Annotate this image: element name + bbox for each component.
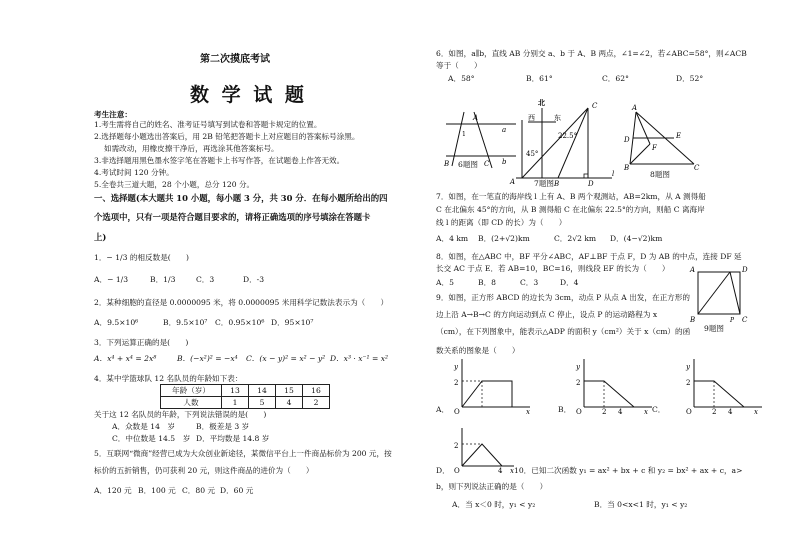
q5-line: 标价的五折销售，仍可获利 20 元，则这件商品的进价为（ ） <box>94 466 314 475</box>
fig8-label-d: D <box>624 136 630 144</box>
q2-option-d: D．95×10⁷ <box>271 318 314 327</box>
table-cell: 2 <box>303 397 330 409</box>
tick-label: 2 <box>454 379 459 387</box>
q2-option-c: C．0.95×10⁶ <box>215 318 265 327</box>
q9-option-a: A． <box>436 405 450 414</box>
section-heading: 上) <box>94 232 107 242</box>
q4-option-a: A．众数是 14 岁 <box>112 422 176 431</box>
fig7-label-l: l <box>612 170 615 178</box>
tick-label: O <box>454 408 460 415</box>
fig6-label-line-b: b <box>502 158 507 166</box>
axis-label: x <box>526 408 530 415</box>
fig9-label-c: C <box>742 316 748 324</box>
tick-label: O <box>576 408 582 415</box>
q1-option-a: A．− 1/3 <box>94 275 129 284</box>
q3-option-c: C．(x − y)² = x² − y² <box>246 354 326 363</box>
fig7-label-d: D <box>588 180 594 186</box>
q8-option-c: C．3 <box>520 278 539 287</box>
q8-line: 长交 AC 于点 E．若 AB=10，BC=16，则线段 EF 的长为（ ） <box>436 264 670 273</box>
age-table-row <box>161 397 330 409</box>
axis-label: x <box>510 467 514 474</box>
tick-label: 4 <box>618 408 623 415</box>
q10-line: 10．已知二次函数 y₁ = ax² + bx + c 和 y₂ = bx² + ax + c，a> <box>514 466 743 475</box>
q1-stem: 1．− 1/3 的相反数是( ) <box>94 253 189 262</box>
q4-option-d: D．平均数是 14.8 岁 <box>196 434 270 443</box>
fig9-label-a: A <box>690 266 696 274</box>
west-label: 西 <box>528 114 535 122</box>
q6-option-d: D．52° <box>676 74 704 83</box>
q8-option-a: A．5 <box>436 278 454 287</box>
fig6-label-b: B <box>444 160 450 168</box>
fig6-caption: 6题图 <box>458 160 479 169</box>
q2-option-a: A．9.5×10⁶ <box>94 318 139 327</box>
age-table-header-row <box>161 385 330 397</box>
figure-7 <box>508 98 618 186</box>
graph-c <box>680 355 766 415</box>
q4-option-c: C．中位数是 14.5 岁 <box>112 434 191 443</box>
fig8-caption: 8题图 <box>650 170 671 179</box>
q10-option-a: A．当 x＜0 时，y₁ < y₂ <box>452 500 536 509</box>
q7-option-a: A．4 km <box>436 234 469 243</box>
note-item: 4.考试时间 120 分钟。 <box>94 168 174 177</box>
q7-line: C 在北偏东 45°的方向，从 B 测得船 C 在北偏东 22.5°的方向，则船 C 离海岸 <box>436 205 705 214</box>
axis-label: x <box>754 408 758 415</box>
axis-label: y <box>576 363 580 371</box>
exam-name: 第二次摸底考试 <box>200 54 270 65</box>
q1-option-b: B．1/3 <box>150 275 176 284</box>
q4-option-b: B．极差是 3 岁 <box>196 422 250 431</box>
table-cell: 15 <box>276 385 303 397</box>
axis-label: x <box>644 408 648 415</box>
angle-22-label: 22.5° <box>558 132 578 140</box>
subject-title: 数 学 试 题 <box>190 84 307 106</box>
q5-option-c: C．80 元 <box>182 486 216 495</box>
tick-label: O <box>686 408 692 415</box>
tick-label: 2 <box>454 442 459 450</box>
table-cell: 14 <box>249 385 276 397</box>
q5-line: 5．互联网“微商”经营已成为大众创业新途径，某微信平台上一件商品标价为 200 元，按 <box>94 449 392 458</box>
q10-line: b，则下列说法正确的是（ ） <box>436 482 548 491</box>
fig6-label-a: A <box>473 114 479 122</box>
graph-d <box>448 424 518 474</box>
fig8-label-e: E <box>676 132 682 140</box>
tick-label: O <box>454 467 460 474</box>
tick-label: 2 <box>712 408 717 415</box>
section-heading: 个选项中，只有一项是符合题目要求的，请将正确选项的序号填涂在答题卡 <box>94 212 371 222</box>
q6-option-a: A．58° <box>448 74 475 83</box>
tick-label: 2 <box>602 408 607 415</box>
q4-stem: 4．某中学篮球队 12 名队员的年龄如下表： <box>94 374 243 383</box>
table-cell: 16 <box>303 385 330 397</box>
figure-8 <box>622 102 702 172</box>
fig7-label-c: C <box>592 102 598 110</box>
q9-option-d: D． <box>436 466 450 475</box>
fig9-label-p: P <box>730 317 735 324</box>
q9-line: 9．如图，正方形 ABCD 的边长为 3cm，动点 P 从点 A 出发，在正方形的 <box>436 293 690 302</box>
q6-option-b: B．61° <box>526 74 553 83</box>
q7-option-c: C．2√2 km <box>554 234 597 243</box>
fig7-label-a: A <box>510 178 516 186</box>
table-cell: 4 <box>276 397 303 409</box>
q9-line: （cm），在下列图象中，能表示△ADP 的面积 y（cm²）关于 x（cm）的函 <box>436 327 691 336</box>
notes-title: 考生注意： <box>94 110 132 119</box>
table-cell: 5 <box>249 397 276 409</box>
fig8-label-c: C <box>694 164 700 172</box>
q10-option-b: B．当 0<x<1 时，y₁ < y₂ <box>594 500 688 509</box>
fig8-label-a: A <box>632 104 638 112</box>
fig9-caption: 9题图 <box>704 324 725 333</box>
q7-line: 7．如图，在一笔直的海岸线 l 上有 A、B 两个观测站，AB=2km，从 A 测得船 <box>436 192 706 201</box>
note-item: 5.全卷共三道大题，28 个小题，总分 120 分。 <box>94 180 255 189</box>
angle-45-label: 45° <box>526 150 539 158</box>
graph-b <box>570 355 656 415</box>
fig9-label-b: B <box>690 316 696 324</box>
q2-stem: 2．某种细胞的直径是 0.0000095 米，将 0.0000095 米用科学记数法表示为（ ） <box>94 298 389 307</box>
north-label: 北 <box>538 98 545 107</box>
axis-label: y <box>686 363 690 371</box>
q5-option-b: B．100 元 <box>138 486 176 495</box>
q4-question: 关于这 12 名队员的年龄，下列说法错误的是( ) <box>94 410 267 419</box>
q6-line: 等于（ ） <box>436 61 482 70</box>
fig9-label-d: D <box>742 266 748 274</box>
q9-line: 数关系的图象是（ ） <box>436 346 520 355</box>
fig7-caption: 7题图 <box>534 179 555 188</box>
fig8-label-b: B <box>624 164 630 172</box>
q8-option-b: B．8 <box>478 278 497 287</box>
tick-label: 4 <box>498 467 503 474</box>
age-table <box>160 384 330 409</box>
q6-option-c: C．62° <box>602 74 629 83</box>
q9-option-b: B． <box>558 405 572 414</box>
q7-option-b: B．(2+√2)km <box>478 234 530 243</box>
east-label: 东 <box>554 114 561 122</box>
fig6-label-angle: 1 <box>462 131 466 138</box>
fig8-label-f: F <box>652 144 657 152</box>
tick-label: 4 <box>728 408 733 415</box>
q1-option-d: D．-3 <box>243 275 265 284</box>
note-item: 1.考生需将自己的姓名、准考证号填写到试卷和答题卡规定的位置。 <box>94 120 322 129</box>
q2-option-b: B．9.5×10⁷ <box>163 318 208 327</box>
fig7-label-b: B <box>554 180 560 186</box>
figure-9 <box>686 262 748 332</box>
table-cell: 1 <box>222 397 249 409</box>
q8-line: 8．如图，在△ABC 中，BF 平分∠ABC，AF⊥BF 于点 F，D 为 AB 的中点，连接 DF 延 <box>436 252 742 261</box>
q5-option-d: D．60 元 <box>220 486 254 495</box>
q3-option-a: A．x⁴ + x⁴ = 2x⁸ <box>94 354 157 363</box>
q3-option-b: B．(−x²)² = −x⁴ <box>177 354 238 363</box>
q3-option-d: D．x³ · x⁻¹ = x² <box>330 354 389 363</box>
table-cell: 年龄（岁） <box>161 385 222 397</box>
tick-label: 2 <box>686 379 691 387</box>
fig6-label-c: C <box>484 160 490 168</box>
graph-a <box>448 355 534 415</box>
note-item: 2.选择题每小题选出答案后，用 2B 铅笔把答题卡上对应题目的答案标号涂黑。 <box>94 132 360 141</box>
q9-line: 边上沿 A→B→C 的方向运动到点 C 停止，设点 P 的运动路程为 x <box>436 310 658 319</box>
note-item: 3.非选择题用黑色墨水签字笔在答题卡上书写作答，在试题卷上作答无效。 <box>94 156 345 165</box>
q8-option-d: D．4 <box>560 278 579 287</box>
table-cell: 人数 <box>161 397 222 409</box>
q3-stem: 3．下列运算正确的是( ) <box>94 338 189 347</box>
q7-line: 线 l 的距离（即 CD 的长）为（ ） <box>436 218 567 227</box>
fig6-label-line-a: a <box>502 126 507 134</box>
q1-option-c: C．3 <box>196 275 215 284</box>
q5-option-a: A．120 元 <box>94 486 132 495</box>
axis-label: y <box>454 363 458 371</box>
section-heading: 一、选择题(本大题共 10 小题，每小题 3 分，共 30 分．在每小题所给出的四 <box>94 193 388 203</box>
q6-line: 6．如图，a∥b，直线 AB 分别交 a、b 于 A、B 两点，∠1=∠2，若∠ABC=58°，则∠ACB <box>436 49 747 58</box>
note-item: 如需改动，用橡皮擦干净后，再选涂其他答案标号。 <box>104 144 279 153</box>
tick-label: 2 <box>576 379 581 387</box>
q7-option-d: D．(4−√2)km <box>610 234 663 243</box>
table-cell: 13 <box>222 385 249 397</box>
q9-option-c: C． <box>652 405 666 414</box>
